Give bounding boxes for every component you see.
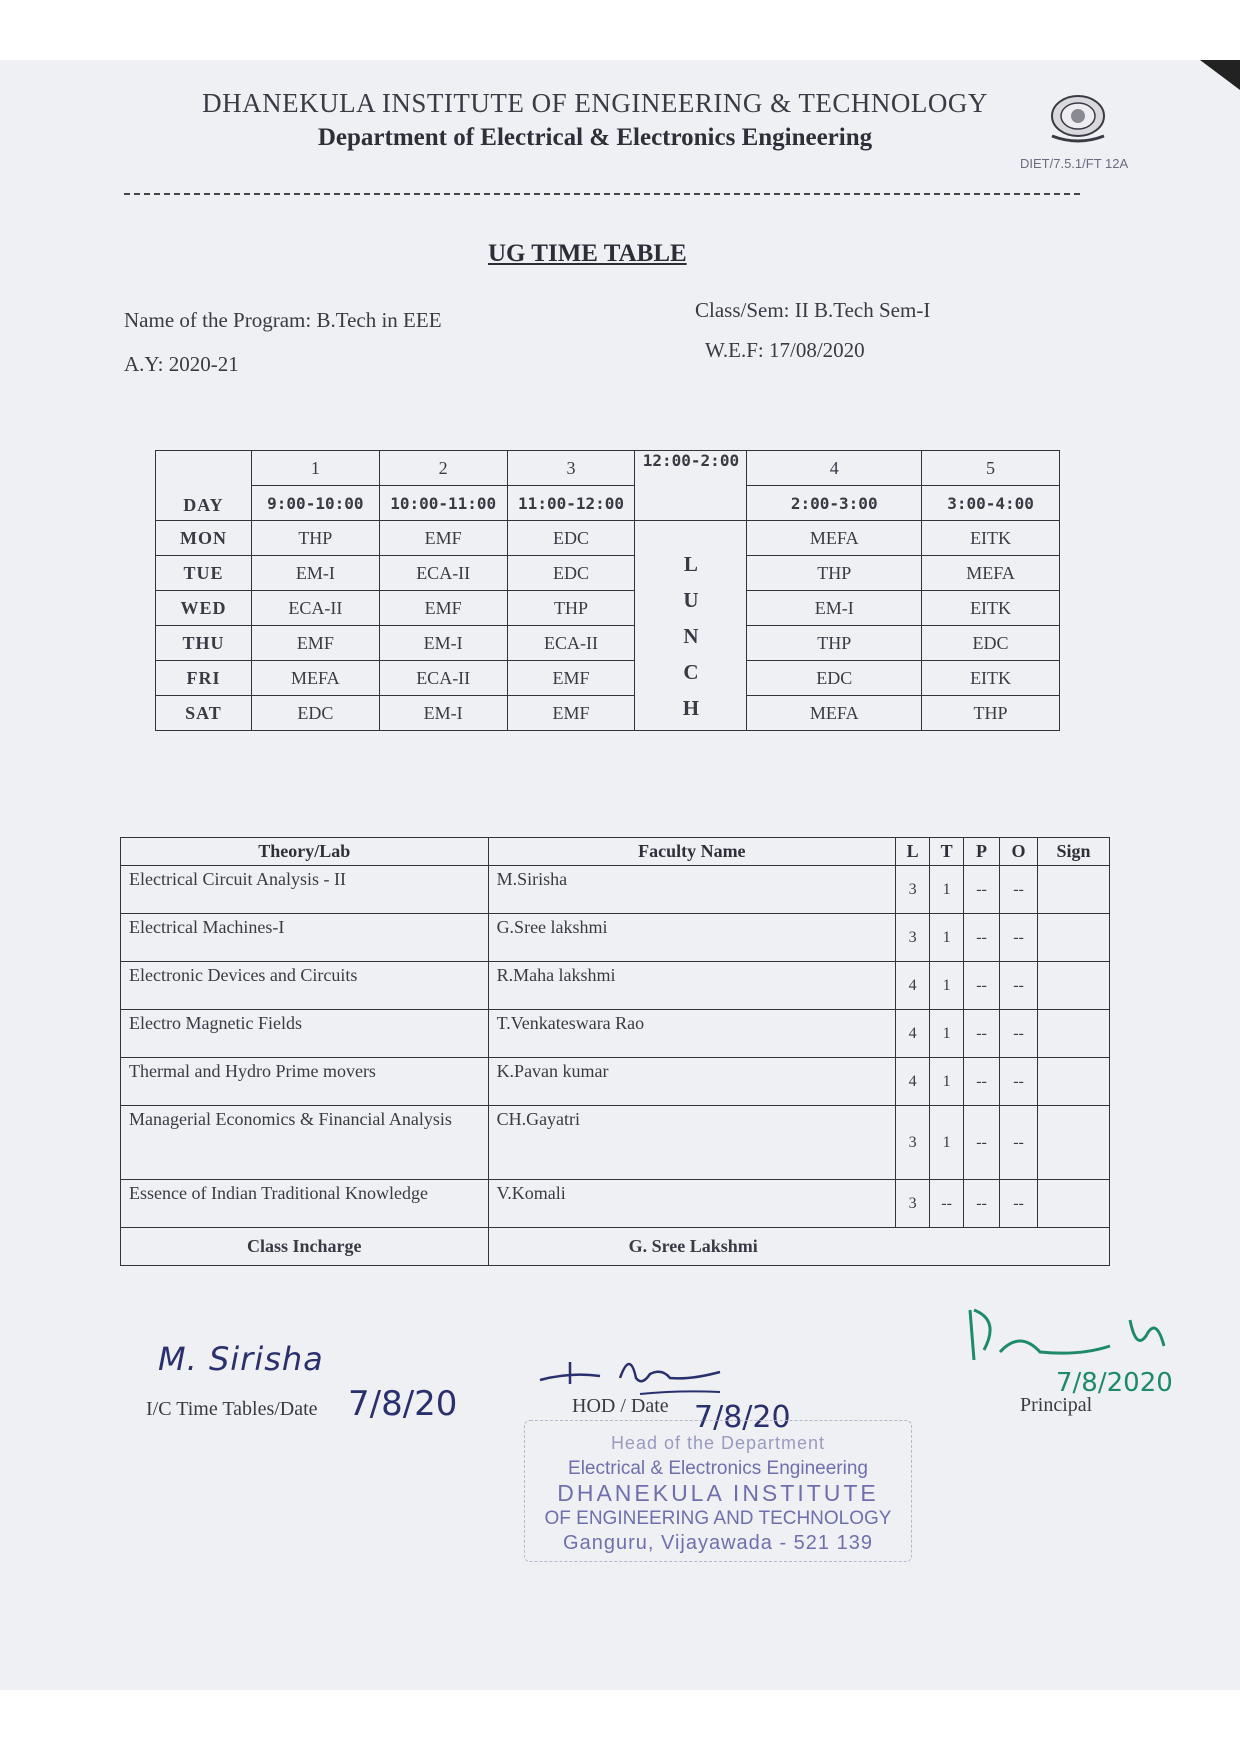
- timetable-row-sat: [156, 696, 1060, 731]
- program-name: Name of the Program: B.Tech in EEE: [124, 308, 442, 332]
- college-emblem-icon: [1044, 92, 1112, 144]
- day-cell: FRI: [156, 661, 252, 696]
- principal-label: Principal: [1020, 1394, 1093, 1416]
- other-hours: --: [1000, 914, 1038, 962]
- timetable-row-thu: [156, 626, 1060, 661]
- slot-cell: THP: [251, 521, 379, 556]
- tutorial-hours: 1: [930, 1058, 964, 1106]
- timetable-heading: UG TIME TABLE: [488, 240, 687, 267]
- day-header: DAY: [156, 451, 252, 521]
- faculty-name: V.Komali: [488, 1180, 896, 1228]
- lunch-letter: H: [682, 696, 700, 720]
- lunch-break-cell: [635, 521, 747, 731]
- stamp-line: OF ENGINEERING AND TECHNOLOGY: [544, 1508, 892, 1529]
- table-row: [121, 1058, 1110, 1106]
- stamp-line: Ganguru, Vijayawada - 521 139: [563, 1532, 873, 1554]
- slot-cell: EITK: [922, 661, 1060, 696]
- tutorial-hours: 1: [930, 962, 964, 1010]
- principal-signature: [960, 1290, 1190, 1380]
- faculty-name: G.Sree lakshmi: [488, 914, 896, 962]
- day-cell: SAT: [156, 696, 252, 731]
- slot-cell: EM-I: [251, 556, 379, 591]
- timetable-row-mon: [156, 521, 1060, 556]
- tutorial-hours: --: [930, 1180, 964, 1228]
- practical-hours: --: [964, 866, 1000, 914]
- slot-cell: EDC: [507, 521, 635, 556]
- period-time-row: [156, 486, 1060, 521]
- tutorial-hours: 1: [930, 1010, 964, 1058]
- period-time: 10:00-11:00: [379, 486, 507, 521]
- faculty-name: T.Venkateswara Rao: [488, 1010, 896, 1058]
- period-number-row: [156, 451, 1060, 486]
- faculty-column-header: Faculty Name: [488, 838, 896, 866]
- faculty-name: K.Pavan kumar: [488, 1058, 896, 1106]
- sign-cell: [1038, 866, 1110, 914]
- table-row: [121, 866, 1110, 914]
- lunch-letter: U: [683, 588, 699, 612]
- principal-date: 7/8/2020: [1056, 1368, 1173, 1398]
- other-hours: --: [1000, 962, 1038, 1010]
- day-cell: TUE: [156, 556, 252, 591]
- table-row: [121, 962, 1110, 1010]
- lecture-hours: 3: [896, 1180, 930, 1228]
- sign-cell: [1038, 1010, 1110, 1058]
- lunch-letter: C: [683, 660, 699, 684]
- subject-name: Electrical Circuit Analysis - II: [121, 866, 489, 914]
- slot-cell: MEFA: [922, 556, 1060, 591]
- sign-cell: [1038, 1180, 1110, 1228]
- slot-cell: THP: [747, 556, 922, 591]
- department-name: Department of Electrical & Electronics Engineering: [317, 124, 873, 151]
- sign-cell: [1038, 962, 1110, 1010]
- stamp-line: Head of the Department: [610, 1433, 826, 1453]
- slot-cell: EITK: [922, 591, 1060, 626]
- lecture-column-header: L: [896, 838, 930, 866]
- other-column-header: O: [1000, 838, 1038, 866]
- practical-hours: --: [964, 1180, 1000, 1228]
- other-hours: --: [1000, 866, 1038, 914]
- lunch-letter: N: [683, 624, 699, 648]
- practical-hours: --: [964, 962, 1000, 1010]
- timetable-row-fri: [156, 661, 1060, 696]
- slot-cell: EDC: [251, 696, 379, 731]
- slot-cell: ECA-II: [379, 556, 507, 591]
- class-incharge-label: Class Incharge: [121, 1228, 489, 1266]
- practical-hours: --: [964, 1010, 1000, 1058]
- practical-hours: --: [964, 1106, 1000, 1180]
- slot-cell: MEFA: [747, 521, 922, 556]
- lecture-hours: 4: [896, 962, 930, 1010]
- weekly-timetable: [155, 450, 1060, 731]
- sign-column-header: Sign: [1038, 838, 1110, 866]
- slot-cell: THP: [922, 696, 1060, 731]
- subject-faculty-table: [120, 837, 1110, 1266]
- subject-header-row: [121, 838, 1110, 866]
- lecture-hours: 4: [896, 1058, 930, 1106]
- period-time: 3:00-4:00: [922, 486, 1060, 521]
- slot-cell: EMF: [251, 626, 379, 661]
- institute-name: DHANEKULA INSTITUTE OF ENGINEERING & TECHNOLOGY: [202, 88, 988, 118]
- slot-cell: ECA-II: [507, 626, 635, 661]
- other-hours: --: [1000, 1058, 1038, 1106]
- table-row: [121, 1010, 1110, 1058]
- table-row: [121, 914, 1110, 962]
- period-number: 2: [379, 451, 507, 486]
- wef-date: W.E.F: 17/08/2020: [705, 338, 865, 362]
- slot-cell: EM-I: [379, 696, 507, 731]
- lecture-hours: 4: [896, 1010, 930, 1058]
- sign-cell: [1038, 1106, 1110, 1180]
- period-number: 3: [507, 451, 635, 486]
- subject-name: Electrical Machines-I: [121, 914, 489, 962]
- stamp-line: Electrical & Electronics Engineering: [568, 1458, 868, 1479]
- other-hours: --: [1000, 1106, 1038, 1180]
- tutorial-hours: 1: [930, 1106, 964, 1180]
- practical-hours: --: [964, 1058, 1000, 1106]
- slot-cell: MEFA: [251, 661, 379, 696]
- class-semester: Class/Sem: II B.Tech Sem-I: [695, 298, 931, 322]
- hod-label: HOD / Date: [572, 1395, 669, 1417]
- slot-cell: EM-I: [379, 626, 507, 661]
- slot-cell: EMF: [379, 521, 507, 556]
- lecture-hours: 3: [896, 914, 930, 962]
- practical-column-header: P: [964, 838, 1000, 866]
- sign-cell: [1038, 914, 1110, 962]
- period-number: 4: [747, 451, 922, 486]
- sign-cell: [1038, 1058, 1110, 1106]
- slot-cell: THP: [507, 591, 635, 626]
- subject-name: Managerial Economics & Financial Analysis: [121, 1106, 489, 1180]
- subject-name: Essence of Indian Traditional Knowledge: [121, 1180, 489, 1228]
- ic-label: I/C Time Tables/Date: [146, 1398, 318, 1420]
- dashed-divider: [124, 193, 1080, 195]
- period-number: 5: [922, 451, 1060, 486]
- slot-cell: EM-I: [747, 591, 922, 626]
- slot-cell: THP: [747, 626, 922, 661]
- faculty-name: M.Sirisha: [488, 866, 896, 914]
- lunch-letter: L: [683, 552, 698, 576]
- slot-cell: EMF: [507, 696, 635, 731]
- slot-cell: EITK: [922, 521, 1060, 556]
- slot-cell: EDC: [922, 626, 1060, 661]
- document-code: DIET/7.5.1/FT 12A: [1020, 156, 1129, 171]
- lecture-hours: 3: [896, 866, 930, 914]
- other-hours: --: [1000, 1180, 1038, 1228]
- day-cell: MON: [156, 521, 252, 556]
- slot-cell: MEFA: [747, 696, 922, 731]
- lecture-hours: 3: [896, 1106, 930, 1180]
- slot-cell: EMF: [507, 661, 635, 696]
- other-hours: --: [1000, 1010, 1038, 1058]
- subject-name: Electronic Devices and Circuits: [121, 962, 489, 1010]
- subject-name: Electro Magnetic Fields: [121, 1010, 489, 1058]
- class-incharge-row: [121, 1228, 1110, 1266]
- period-time: 11:00-12:00: [507, 486, 635, 521]
- slot-cell: EDC: [747, 661, 922, 696]
- table-row: [121, 1106, 1110, 1180]
- slot-cell: EDC: [507, 556, 635, 591]
- day-cell: WED: [156, 591, 252, 626]
- ic-date: 7/8/20: [348, 1384, 458, 1424]
- day-cell: THU: [156, 626, 252, 661]
- lunch-time-header: 12:00-2:00: [635, 451, 747, 521]
- faculty-name: R.Maha lakshmi: [488, 962, 896, 1010]
- slot-cell: EMF: [379, 591, 507, 626]
- subject-column-header: Theory/Lab: [121, 838, 489, 866]
- class-incharge-name: G. Sree Lakshmi: [488, 1228, 1109, 1266]
- practical-hours: --: [964, 914, 1000, 962]
- timetable-row-wed: [156, 591, 1060, 626]
- timetable-row-tue: [156, 556, 1060, 591]
- period-time: 9:00-10:00: [251, 486, 379, 521]
- period-time: 2:00-3:00: [747, 486, 922, 521]
- slot-cell: ECA-II: [379, 661, 507, 696]
- hod-date: 7/8/20: [694, 1400, 791, 1435]
- period-number: 1: [251, 451, 379, 486]
- tutorial-column-header: T: [930, 838, 964, 866]
- academic-year: A.Y: 2020-21: [124, 352, 239, 376]
- subject-name: Thermal and Hydro Prime movers: [121, 1058, 489, 1106]
- department-stamp: [524, 1420, 912, 1562]
- slot-cell: ECA-II: [251, 591, 379, 626]
- tutorial-hours: 1: [930, 914, 964, 962]
- faculty-name: CH.Gayatri: [488, 1106, 896, 1180]
- stamp-line: DHANEKULA INSTITUTE: [557, 1480, 879, 1506]
- hod-signature: [530, 1340, 740, 1400]
- table-row: [121, 1180, 1110, 1228]
- ic-signature: M. Sirisha: [158, 1340, 324, 1378]
- tutorial-hours: 1: [930, 866, 964, 914]
